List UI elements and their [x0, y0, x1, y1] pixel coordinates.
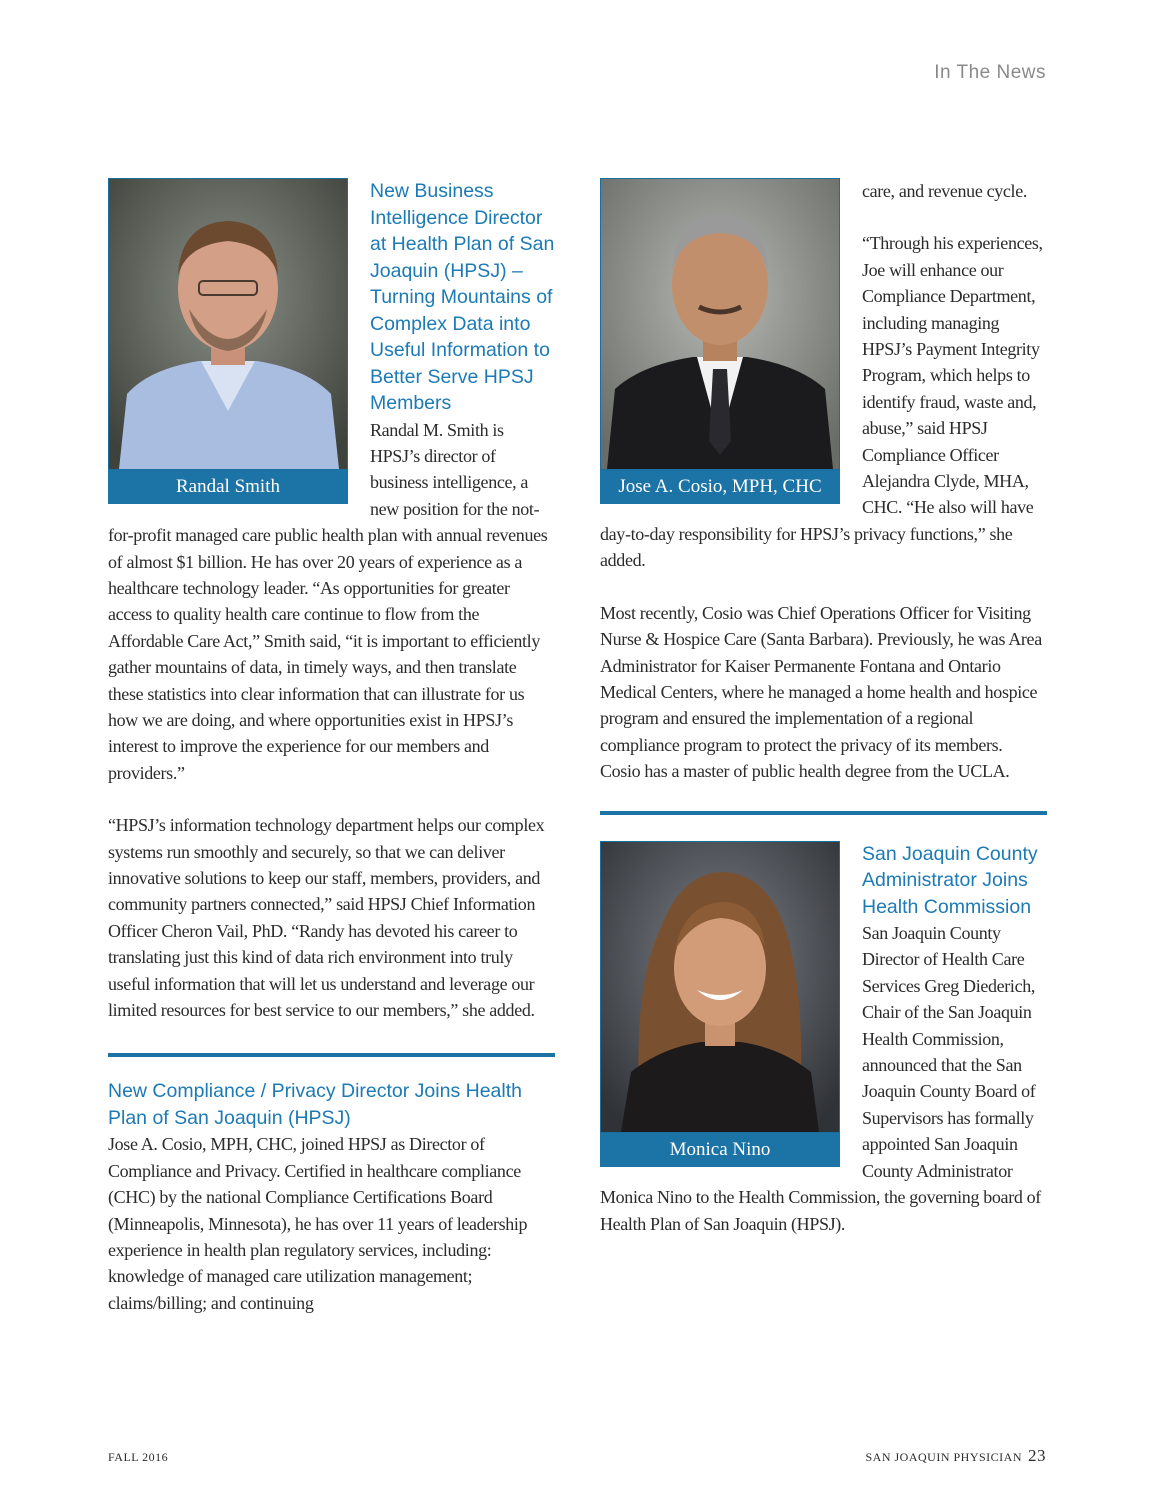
article-headline: New Compliance / Privacy Director Joins Health Plan of San Joaquin (HPSJ): [108, 1080, 522, 1129]
footer-issue: FALL 2016: [108, 1450, 169, 1464]
photo-monica-nino: [600, 841, 840, 1167]
article-paragraph: Randal M. Smith is HPSJ’s director of business intelligence, a new position for the not-for-profit managed care public health plan with annual revenues of almost $1 billion. He has over 20 years of experience as a healthcare technology leader. “As opportunities for greater access to quality health care continue to flow from the Affordable Care Act,” Smith said, “it is important to efficiently gather mountains of data, in timely ways, and then translate these statistics into clear information that can illustrate for us how we are doing, and where opportunities exist in HPSJ’s interest to improve the experience for our members and providers.”: [108, 419, 548, 783]
photo-caption: Randal Smith: [108, 470, 348, 504]
article-paragraph: “Through his experiences, Joe will enhance our Compliance Department, including managing HPSJ’s Payment Integrity Program, which helps to identify fraud, waste and, abuse,” said HPSJ Compliance Officer Alejandra Clyde, MHA, CHC. “He also will have day-to-day responsibility for HPSJ’s privacy functions,” she added.: [600, 233, 1043, 571]
portrait-image: [108, 178, 348, 470]
photo-caption: Monica Nino: [600, 1133, 840, 1167]
portrait-image: [600, 841, 840, 1133]
photo-jose-cosio: [600, 178, 840, 504]
article-paragraph: Jose A. Cosio, MPH, CHC, joined HPSJ as Director of Compliance and Privacy. Certified in healthcare compliance (CHC) by the national Compliance Certifications Board (Minneapolis, Minnesota), he has over 11 years of leadership experience in health plan regulatory services, including: knowledge of managed care utilization management; claims/billing; and continuing: [108, 1134, 528, 1313]
section-label: In The News: [934, 62, 1046, 83]
article-paragraph: care, and revenue cycle.: [862, 181, 1027, 201]
article-headline: New Business Intelligence Director at Health Plan of San Joaquin (HPSJ) – Turning Mountains of Complex Data into Useful Information to Better Serve HPSJ Members: [370, 180, 555, 414]
portrait-image: [600, 178, 840, 470]
publication-name: SAN JOAQUIN PHYSICIAN: [865, 1450, 1022, 1464]
left-column: [108, 178, 555, 1316]
article-paragraph: “HPSJ’s information technology department helps our complex systems run smoothly and securely, so that we can deliver innovative solutions to keep our staff, members, providers, and community partners connected,” said HPSJ Chief Information Officer Cheron Vail, PhD. “Randy has devoted his career to translating just this kind of data rich environment into truly useful information that will let us understand and leverage our limited resources for best service to our members,” she added.: [108, 815, 545, 1021]
page-number: 23: [1028, 1446, 1046, 1465]
footer-publication: [865, 1446, 1046, 1466]
article-paragraph: San Joaquin County Director of Health Care Services Greg Diederich, Chair of the San Joaquin Health Commission, announced that the San Joaquin County Board of Supervisors has formally appointed San Joaquin County Administrator Monica Nino to the Health Commission, the governing board of Health Plan of San Joaquin (HPSJ).: [600, 923, 1041, 1234]
photo-caption: Jose A. Cosio, MPH, CHC: [600, 470, 840, 504]
article-paragraph: Cosio has a master of public health degree from the UCLA.: [600, 761, 1010, 782]
photo-randal-smith: [108, 178, 348, 504]
article-headline: San Joaquin County Administrator Joins Health Commission: [862, 842, 1038, 918]
article-paragraph: Most recently, Cosio was Chief Operations Officer for Visiting Nurse & Hospice Care (Santa Barbara). Previously, he was Area Administrator for Kaiser Permanente Fontana and Ontario Medical Centers, where he managed a home health and hospice program and ensured the implementation of a regional compliance program to protect the privacy of its members.: [600, 602, 1042, 755]
right-column: [600, 178, 1047, 1237]
